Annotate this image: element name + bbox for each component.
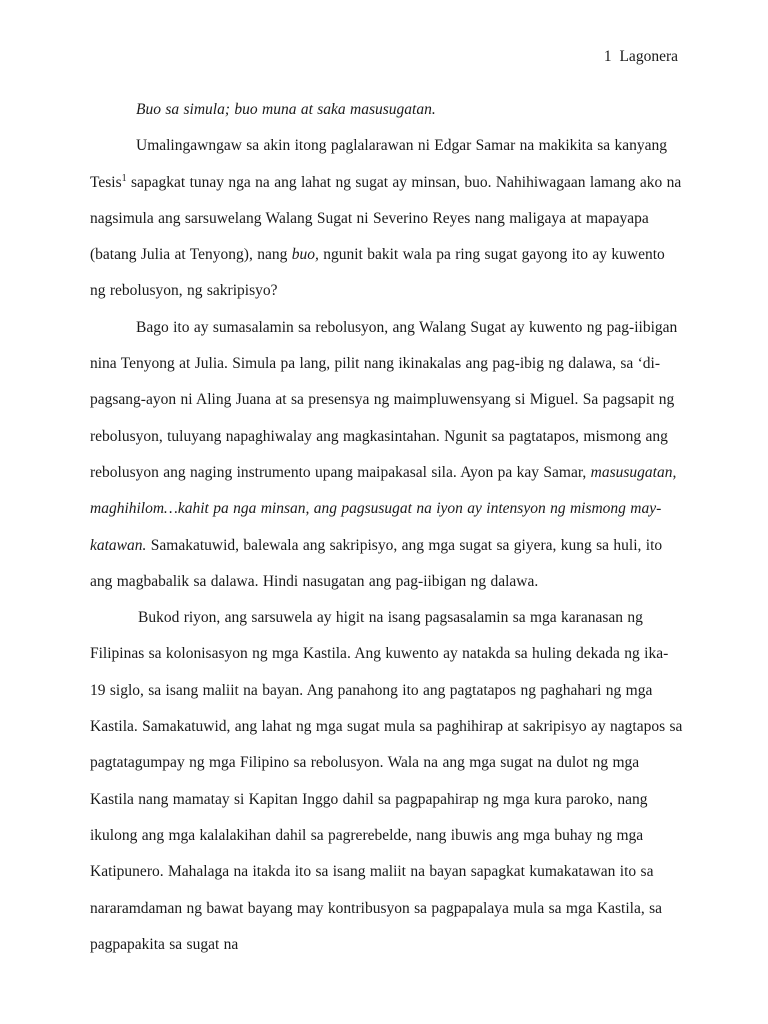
epigraph-text: Buo sa simula; buo muna at saka masusugatan. bbox=[136, 101, 436, 118]
paragraph-1-emphasis: buo, bbox=[291, 246, 319, 264]
paragraph-2-text-a: Bago ito ay sumasalamin sa rebolusyon, ang Walang Sugat ay kuwento ng pag-iibigan nina Tenyong at Julia. Simula pa lang, pilit nang ikinakalas ang pag-ibig ng dalawa, sa ‘di-pagsang-ayon ni Aling Juana at sa presensya ng maimpluwensyang si Miguel. Sa pagsapit ng rebolusyon, tuluyang napaghiwalay ang magkasintahan. Ngunit sa pagtatapos, mismong ang rebolusyon ang naging instrumento upang maipakasal sila. Ayon pa kay Samar, bbox=[90, 318, 678, 481]
page-header bbox=[604, 47, 678, 67]
paragraph-1-text-b: sapagkat tunay nga na ang lahat ng sugat ay minsan, buo. Nahihiwagaan lamang ako na nagsimula ang sarsuwelang Walang Sugat ni Severino Reyes nang maligaya at mapayapa (batang Julia at Tenyong), nang bbox=[90, 173, 682, 264]
paragraph-2-quote: masusugatan, maghihilom…kahit pa nga minsan, ang pagsusugat na iyon ay intensyon ng mismong may-katawan. bbox=[90, 463, 677, 554]
paragraph-3 bbox=[90, 600, 683, 963]
essay-body bbox=[90, 92, 683, 963]
epigraph bbox=[90, 92, 683, 128]
paragraph-2-text-b: Samakatuwid, balewala ang sakripisyo, ang mga sugat sa giyera, kung sa huli, ito ang magbabalik sa dalawa. Hindi nasugatan ang pag-iibigan ng dalawa. bbox=[90, 536, 663, 590]
footnote-marker: 1 bbox=[121, 172, 127, 184]
paragraph-1 bbox=[90, 128, 683, 309]
author-surname: Lagonera bbox=[619, 48, 678, 65]
paragraph-2 bbox=[90, 310, 683, 600]
paragraph-1-text-a: Umalingawngaw sa akin itong paglalarawan ni Edgar Samar na makikita sa kanyang Tesis bbox=[90, 137, 668, 191]
page-number: 1 bbox=[603, 48, 612, 65]
paragraph-3-text: Bukod riyon, ang sarsuwela ay higit na isang pagsasalamin sa mga karanasan ng Filipinas sa kolonisasyon ng mga Kastila. Ang kuwento ay natakda sa huling dekada ng ika-19 siglo, sa isang maliit na bayan. Ang panahong ito ang pagtatapos ng paghahari ng mga Kastila. Samakatuwid, ang lahat ng mga sugat mula sa paghihirap at sakripisyo ay nagtapos sa pagtatagumpay ng mga Filipino sa rebolusyon. Wala na ang mga sugat na dulot ng mga Kastila nang mamatay si Kapitan Inggo dahil sa pagpapahirap ng mga kura paroko, nang ikulong ang mga kalalakihan dahil sa pagrerebelde, nang ibuwis ang mga buhay ng mga Katipunero. Mahalaga na itakda ito sa isang maliit na bayan sapagkat kumakatawan ito sa nararamdaman ng bawat bayang may kontribusyon sa pagpapalaya mula sa mga Kastila, sa pagpapakita sa sugat na bbox=[90, 609, 683, 953]
paragraph-1-text-c: ngunit bakit wala pa ring sugat gayong ito ay kuwento ng rebolusyon, ng sakripisyo? bbox=[90, 246, 665, 300]
